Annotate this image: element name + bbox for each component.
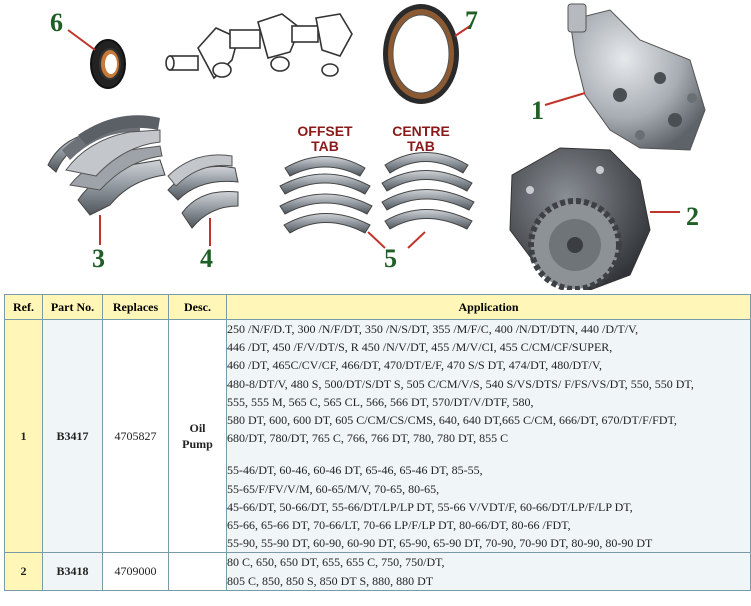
application-line: 45-66/DT, 50-66/DT, 55-66/DT/LP/LP DT, 55-66 V/VDT/F, 60-66/DT/LP/F/LP DT, bbox=[227, 499, 633, 514]
part-number-link[interactable]: B3418 bbox=[43, 553, 103, 590]
header-desc: Desc. bbox=[169, 295, 227, 320]
table-row bbox=[5, 320, 751, 553]
application-line: 55-46/DT, 60-46, 60-46 DT, 65-46, 65-46 DT, 85-55, bbox=[227, 463, 483, 478]
application-line: 580 DT, 600, 600 DT, 605 C/CM/CS/CMS, 640, 640 DT,665 C/CM, 666/DT, 670/DT/F/FDT, bbox=[227, 413, 677, 428]
replaces-value: 4705827 bbox=[103, 320, 169, 553]
parts-table bbox=[4, 294, 751, 591]
rear-seal-large-icon bbox=[383, 4, 459, 104]
application-line: 55-65/F/FV/V/M, 60-65/M/V, 70-65, 80-65, bbox=[227, 481, 440, 496]
rod-bearings-icon bbox=[168, 155, 238, 228]
application-line: 480-8/DT/V, 480 S, 500/DT/S/DT S, 505 C/CM/V/S, 540 S/VS/DTS/ F/FS/VS/DT, 550, 550 DT, bbox=[227, 376, 694, 391]
application-line: 250 /N/F/D.T, 300 /N/F/DT, 350 /N/S/DT, 355 /M/F/C, 400 /N/DT/DTN, 440 /D/T/V, bbox=[227, 322, 639, 336]
application-list bbox=[227, 320, 751, 553]
thrust-washers-offset-icon bbox=[280, 157, 372, 234]
application-line: 680/DT, 780/DT, 765 C, 766, 766 DT, 780, 780 DT, 855 C bbox=[227, 431, 509, 446]
header-ref: Ref. bbox=[5, 295, 43, 320]
application-spacer bbox=[227, 447, 750, 461]
oil-pump-gear-icon bbox=[510, 148, 650, 290]
header-application: Application bbox=[227, 295, 751, 320]
application-line: 805 C, 850, 850 S, 850 DT S, 880, 880 DT bbox=[227, 573, 434, 588]
table-row bbox=[5, 553, 751, 590]
rear-seal-small-icon bbox=[91, 40, 125, 88]
header-part-no: Part No. bbox=[43, 295, 103, 320]
callout-7: 7 bbox=[465, 6, 478, 35]
centre-tab-label: CENTRE TAB bbox=[392, 123, 450, 154]
callout-5: 5 bbox=[384, 244, 397, 273]
application-line: 460 /DT, 465C/CV/CF, 466/DT, 470/DT/E/F, 470 S/S DT, 474/DT, 480/DT/V, bbox=[227, 358, 602, 373]
callout-6: 6 bbox=[50, 8, 63, 37]
callout-2: 2 bbox=[686, 202, 699, 231]
description bbox=[169, 553, 227, 590]
callout-4: 4 bbox=[200, 244, 213, 273]
table-header-row bbox=[5, 295, 751, 320]
part-number-link[interactable]: B3417 bbox=[43, 320, 103, 553]
header-replaces: Replaces bbox=[103, 295, 169, 320]
row-ref: 2 bbox=[5, 553, 43, 590]
description: Oil Pump bbox=[169, 320, 227, 553]
oil-pump-icon bbox=[568, 4, 705, 150]
row-ref: 1 bbox=[5, 320, 43, 553]
main-bearings-icon bbox=[48, 115, 165, 215]
thrust-washers-centre-icon bbox=[382, 153, 474, 230]
callout-3: 3 bbox=[92, 244, 105, 273]
application-line: 65-66, 65-66 DT, 70-66/LT, 70-66 LP/F/LP DT, 80-66/DT, 80-66 /FDT, bbox=[227, 518, 571, 533]
application-list bbox=[227, 553, 751, 590]
application-line: 80 C, 650, 650 DT, 655, 655 C, 750, 750/DT, bbox=[227, 555, 445, 570]
offset-tab-label: OFFSET TAB bbox=[297, 123, 353, 154]
application-line: 55-90, 55-90 DT, 60-90, 60-90 DT, 65-90, 65-90 DT, 70-90, 70-90 DT, 80-90, 80-90 DT bbox=[227, 536, 653, 551]
replaces-value: 4709000 bbox=[103, 553, 169, 590]
application-line: 555, 555 M, 565 C, 565 CL, 566, 566 DT, 570/DT/V/DTF, 580, bbox=[227, 394, 534, 409]
crankshaft-icon bbox=[166, 14, 352, 78]
application-line: 446 /DT, 450 /F/V/DT/S, R 450 /N/V/DT, 455 /M/V/CI, 455 C/CM/CF/SUPER, bbox=[227, 340, 613, 355]
callout-1: 1 bbox=[531, 96, 544, 125]
parts-illustration bbox=[0, 0, 751, 290]
